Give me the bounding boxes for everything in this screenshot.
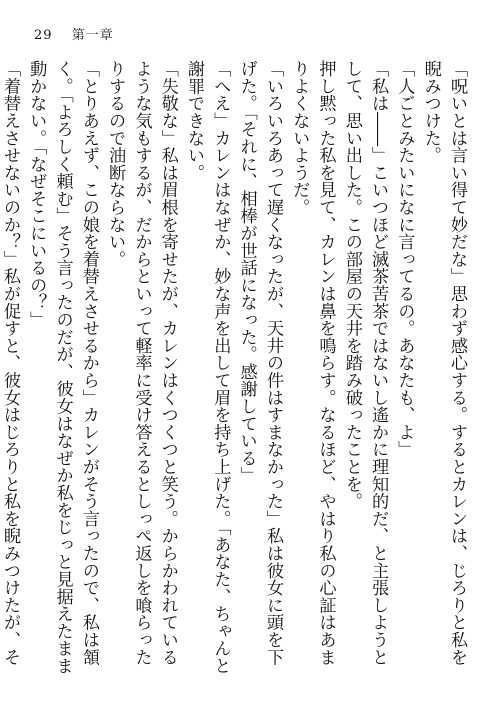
paragraph: 「失敬な」私は眉根を寄せたが、カレンはくつくつと笑う。からかわれているような気もするが、だからといって軽率に受け答えるとしっぺ返しを喰らったりするので油断ならない。 [105,60,178,666]
page-header [34,24,114,43]
paragraph: 「へえ」カレンはなぜか、妙な声を出して眉を持ち上げた。「あなた、ちゃんと謝罪できない。 [184,60,231,675]
paragraph: 「私は――」こいつほど滅茶苦茶ではないし遙かに理知的だ、と主張しようとして、思い出した。この部屋の天井を踏み破ったことを。 [341,60,389,666]
paragraph: 「人ごとみたいになに言ってるの。あなたも、よ」 [394,60,415,458]
text-body [0,60,470,680]
paragraph: 「いろいろあって遅くなったが、天井の件はすまなかった」私は彼女に頭を下げた。「それに、相棒が世話になった。感謝している」 [236,60,283,666]
paragraph: 「呪いとは言い得て妙だな」思わず感心する。するとカレンは、じろりと私を睨みつけた。 [420,60,467,666]
chapter-title: 第一章 [71,28,114,43]
paragraph: 押し黙った私を見て、カレンは鼻を鳴らす。なるほど、やはり私の心証はあまりよくないようだ。 [289,60,336,666]
page-number: 29 [34,28,53,43]
paragraph: 「着替えさせないのか？」私が促すと、彼女はじろりと私を睨みつけたが、そ [0,60,20,666]
paragraph: 「とりあえず、この娘を着替えさせるから」カレンがそう言ったので、私は頷く。「よろしく頼む」そう言ったのだが、彼女はなぜか私をじっと見据えたまま動かない。「なぜそこにいるの？」 [26,60,99,675]
